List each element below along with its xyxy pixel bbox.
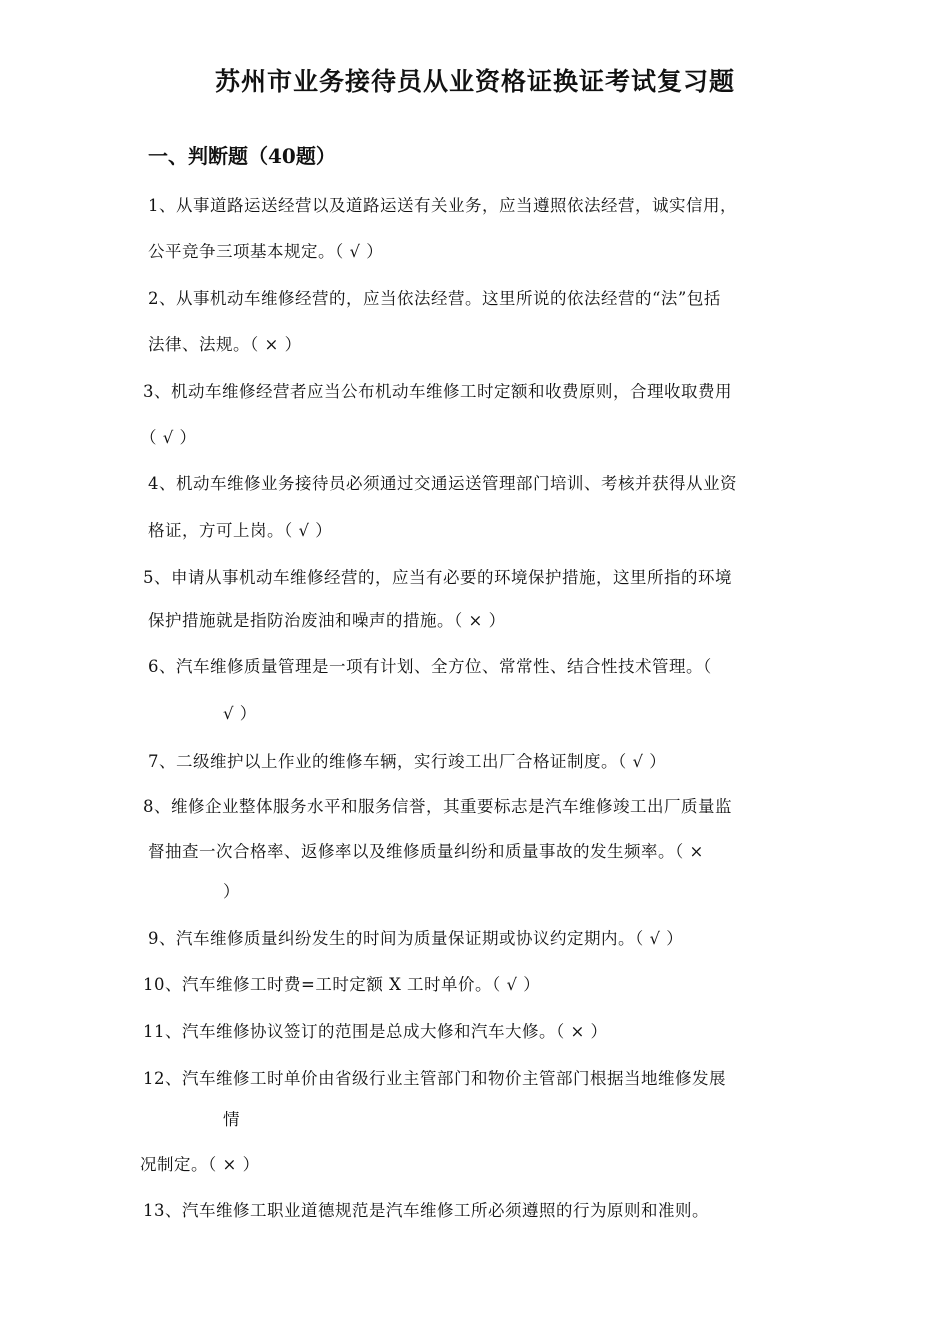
question-line: 保护措施就是指防治废油和噪声的措施。（ × ） [148,611,506,630]
question-line: 公平竞争三项基本规定。（ √ ） [148,242,384,261]
question-line: 况制定。（ × ） [140,1155,260,1174]
question-line: √ ） [223,704,257,723]
document-title: 苏州市业务接待员从业资格证换证考试复习题 [214,67,735,96]
question-line: 12、汽车维修工时单价由省级行业主管部门和物价主管部门根据当地维修发展 [143,1069,726,1088]
question-line: 6、汽车维修质量管理是一项有计划、全方位、常常性、结合性技术管理。（ [148,657,712,676]
question-line: 格证，方可上岗。（ √ ） [148,521,333,540]
question-line: 8、维修企业整体服务水平和服务信誉，其重要标志是汽车维修竣工出厂质量监 [143,797,732,816]
question-line: 5、申请从事机动车维修经营的，应当有必要的环境保护措施，这里所指的环境 [143,568,732,587]
question-line: 13、汽车维修工职业道德规范是汽车维修工所必须遵照的行为原则和准则。 [143,1201,709,1220]
question-line: 4、机动车维修业务接待员必须通过交通运送管理部门培训、考核并获得从业资 [148,474,737,493]
question-line: 7、二级维护以上作业的维修车辆，实行竣工出厂合格证制度。（ √ ） [148,752,667,771]
question-line: 法律、法规。（ × ） [148,335,302,354]
question-line: 2、从事机动车维修经营的，应当依法经营。这里所说的依法经营的“法”包括 [148,289,721,308]
question-line: 11、汽车维修协议签订的范围是总成大修和汽车大修。（ × ） [143,1022,608,1041]
question-line: 3、机动车维修经营者应当公布机动车维修工时定额和收费原则，合理收取费用 [143,382,732,401]
question-line: 1、从事道路运送经营以及道路运送有关业务，应当遵照依法经营，诚实信用， [148,196,737,215]
question-line: （ √ ） [140,428,197,447]
question-line: 督抽查一次合格率、返修率以及维修质量纠纷和质量事故的发生频率。（ × [148,842,704,861]
section-heading: 一、判断题（40题） [148,144,336,168]
question-line: 10、汽车维修工时费=工时定额 X 工时单价。（ √ ） [143,975,541,994]
question-line: 9、汽车维修质量纠纷发生的时间为质量保证期或协议约定期内。（ √ ） [148,929,684,948]
question-line: ） [223,882,240,901]
question-line: 情 [223,1110,240,1129]
